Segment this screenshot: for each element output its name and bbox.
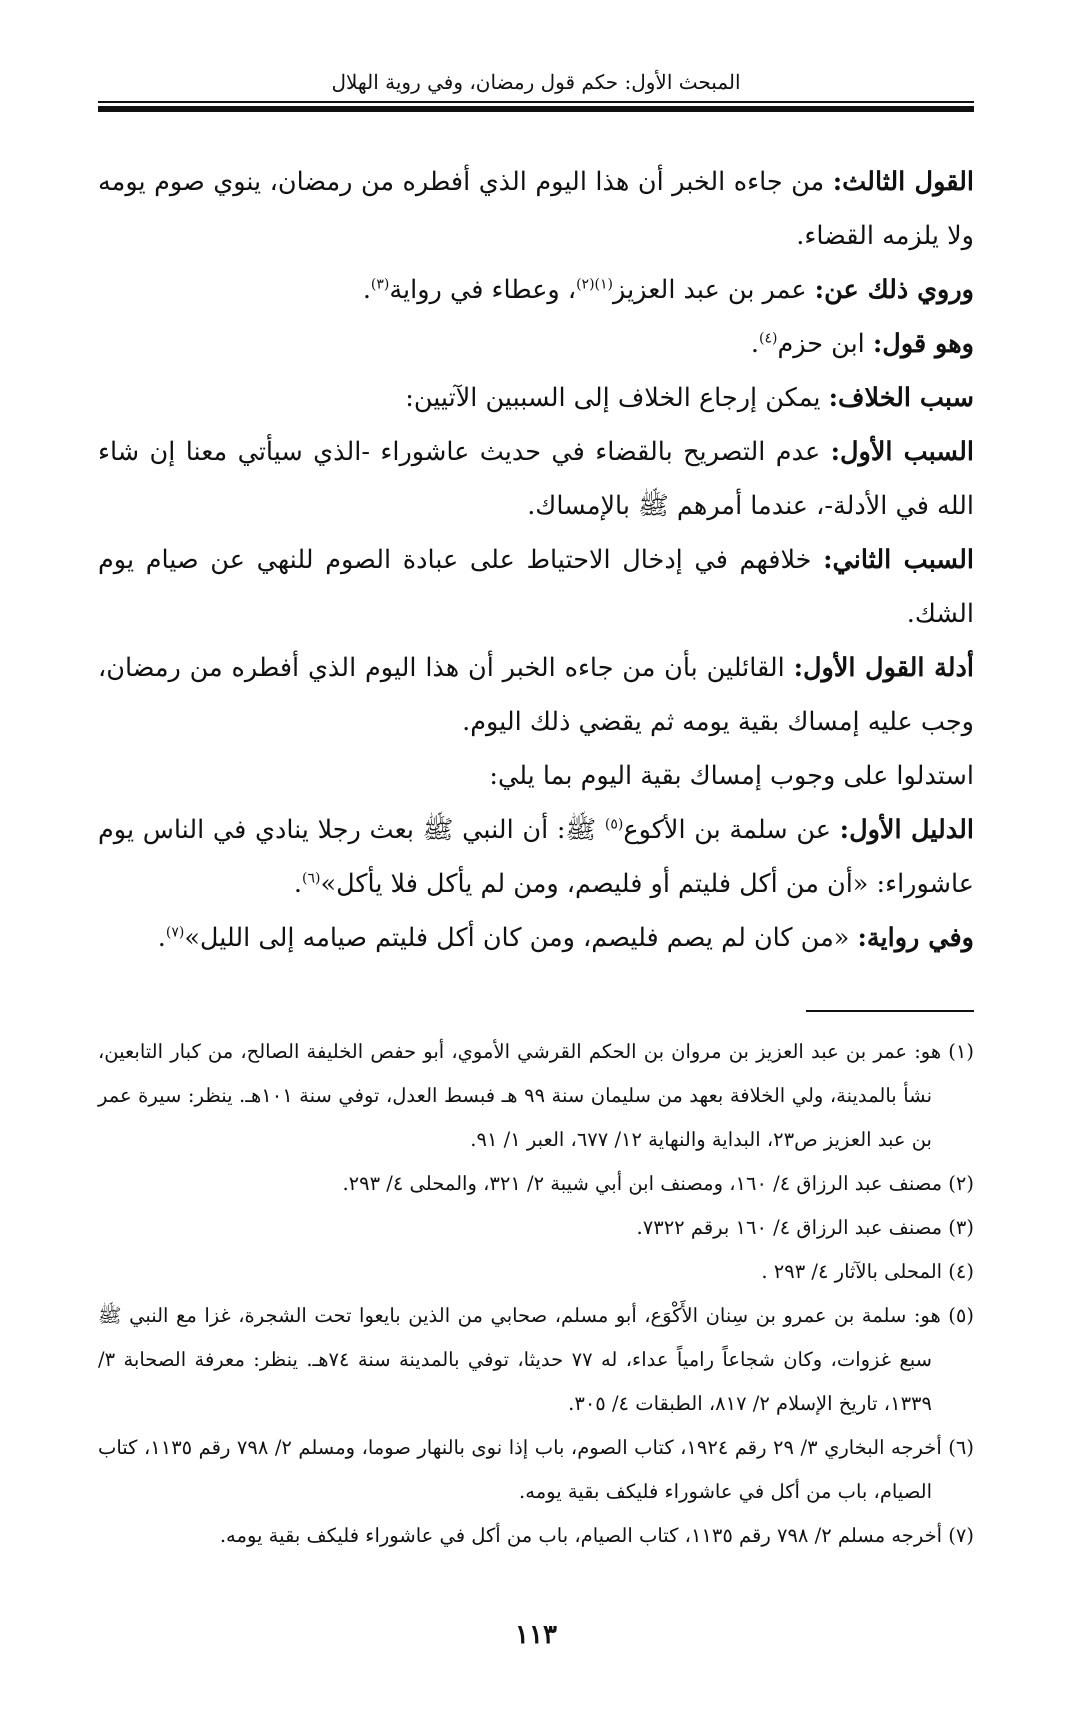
paragraph-label: وفي رواية:	[857, 923, 974, 953]
footnote-number: (٣)	[948, 1216, 974, 1239]
paragraph-text: .	[362, 275, 371, 305]
footnote-ref[interactable]: (٧)	[165, 924, 185, 941]
paragraph-third-opinion	[98, 155, 974, 263]
paragraph-inference: استدلوا على وجوب إمساك بقية اليوم بما يلي:	[489, 761, 974, 791]
paragraph-text: عدم التصريح بالقضاء في حديث عاشوراء -الذي سيأتي معنا إن شاء الله في الأدلة-، عندما أمرهم ﷺ بالإمساك.	[98, 437, 974, 521]
paragraph-opinion-of	[98, 317, 974, 371]
paragraph-text: من جاءه الخبر أن هذا اليوم الذي أفطره من رمضان، ينوي صوم يومه ولا يلزمه القضاء.	[98, 167, 974, 251]
paragraph-label: القول الثالث:	[832, 167, 974, 197]
page-header-title: المبحث الأول: حكم قول رمضان، وفي روية الهلال	[331, 70, 741, 94]
paragraph-label: السبب الثاني:	[823, 545, 974, 575]
footnote-text: هو: عمر بن عبد العزيز بن مروان بن الحكم القرشي الأموي، أبو حفص الخليفة الصالح، من كبار التابعين، نشأ بالمدينة، ولي الخلافة بعهد من سليمان سنة ٩٩ هـ فبسط العدل، توفي سنة ١٠١هـ. ينظر: سيرة عمر بن عبد العزيز ص٢٣، البداية والنهاية ١٢/ ٦٧٧، العبر ١/ ٩١.	[98, 1040, 942, 1151]
paragraph-text: .	[293, 869, 303, 899]
paragraph-evidence-first-opinion	[98, 641, 974, 749]
footnote-text: مصنف عبد الرزاق ٤/ ١٦٠ برقم ٧٣٢٢.	[636, 1216, 943, 1239]
paragraph-text: .	[157, 923, 166, 953]
footnote-text: هو: سلمة بن عمرو بن سِنان الأَكْوَع، أبو مسلم، صحابي من الذين بايعوا تحت الشجرة، غزا مع النبي ﷺ سبع غزوات، وكان شجاعاً رامياً عداء، له ٧٧ حديثا، توفي بالمدينة سنة ٧٤هـ. ينظر: معرفة الصحابة ٣/ ١٣٣٩، تاريخ الإسلام ٢/ ٨١٧، الطبقات ٤/ ٣٠٥.	[98, 1304, 941, 1415]
paragraph-label: أدلة القول الأول:	[793, 653, 974, 683]
paragraph-label: وهو قول:	[872, 329, 974, 359]
paragraph-label: السبب الأول:	[830, 437, 974, 467]
paragraph-text: «من كان لم يصم فليصم، ومن كان أكل فليتم صيامه إلى الليل»	[184, 923, 858, 953]
footnote-number: (٢)	[948, 1172, 974, 1195]
page-number: ١١٣	[515, 1620, 557, 1650]
paragraph-label: وروي ذلك عن:	[814, 275, 974, 305]
header-rule-thick	[98, 106, 974, 112]
paragraph-text: خلافهم في إدخال الاحتياط على عبادة الصوم للنهي عن صيام يوم الشك.	[98, 545, 974, 629]
paragraph-another-narration	[98, 911, 974, 965]
footnote-item	[98, 1206, 974, 1250]
footnote-text: أخرجه مسلم ٢/ ٧٩٨ رقم ١١٣٥، كتاب الصيام، باب من أكل في عاشوراء فليكف بقية يومه.	[219, 1524, 943, 1547]
footnote-number: (٥)	[948, 1304, 974, 1327]
paragraph-label: سبب الخلاف:	[828, 383, 974, 413]
paragraph-second-cause	[98, 533, 974, 641]
paragraph-text: القائلين بأن من جاءه الخبر أن هذا اليوم الذي أفطره من رمضان، وجب عليه إمساك بقية يومه ثم يقضي ذلك اليوم.	[98, 653, 974, 737]
footnote-text: مصنف عبد الرزاق ٤/ ١٦٠، ومصنف ابن أبي شيبة ٢/ ٣٢١، والمحلى ٤/ ٢٩٣.	[342, 1172, 943, 1195]
footnote-number: (١)	[948, 1040, 974, 1063]
footnote-item	[98, 1514, 974, 1558]
paragraph-text: ، وعطاء في رواية	[389, 275, 577, 305]
footnote-ref[interactable]: (٦)	[302, 870, 321, 887]
paragraph-text: عمر بن عبد العزيز	[613, 275, 815, 305]
footnote-ref[interactable]: (١)	[594, 276, 614, 293]
footnote-number: (٤)	[948, 1260, 974, 1283]
footnote-ref[interactable]: (٤)	[758, 330, 778, 347]
paragraph-text: عن سلمة بن الأكوع	[623, 815, 840, 845]
paragraph-narrated-from	[98, 263, 974, 317]
paragraph-text: يمكن إرجاع الخلاف إلى السببين الآتيين:	[405, 383, 829, 413]
footnote-text: المحلى بالآثار ٤/ ٢٩٣ .	[761, 1260, 943, 1283]
header-rule-thin	[98, 101, 974, 103]
footnote-item	[98, 1250, 974, 1294]
footnote-number: (٧)	[948, 1524, 974, 1547]
paragraph-first-evidence	[98, 803, 974, 911]
footnote-item	[98, 1030, 974, 1162]
footnote-number: (٦)	[948, 1436, 974, 1459]
footnote-item	[98, 1426, 974, 1514]
footnote-separator	[806, 1010, 974, 1012]
footnote-text: أخرجه البخاري ٣/ ٢٩ رقم ١٩٢٤، كتاب الصوم، باب إذا نوى بالنهار صوما، ومسلم ٢/ ٧٩٨ رقم ١١٣٥، كتاب الصيام، باب من أكل في عاشوراء فليكف بقية يومه.	[98, 1436, 942, 1503]
paragraph-text: ﷺ: أن النبي ﷺ بعث رجلا ينادي في الناس يوم عاشوراء: «أن من أكل فليتم أو فليصم، ومن لم يأكل فلا يأكل»	[98, 815, 974, 899]
footnotes	[98, 1030, 974, 1558]
footnote-item	[98, 1162, 974, 1206]
paragraph-text: .	[750, 329, 759, 359]
paragraph-cause-of-dispute	[98, 371, 974, 425]
paragraph-text: ابن حزم	[777, 329, 873, 359]
footnote-ref[interactable]: (٣)	[370, 276, 390, 293]
paragraph-first-cause	[98, 425, 974, 533]
main-text	[98, 155, 974, 965]
footnote-ref[interactable]: (٢)	[576, 276, 595, 293]
footnote-item	[98, 1294, 974, 1426]
paragraph-label: الدليل الأول:	[839, 815, 975, 845]
footnote-ref[interactable]: (٥)	[604, 816, 624, 833]
